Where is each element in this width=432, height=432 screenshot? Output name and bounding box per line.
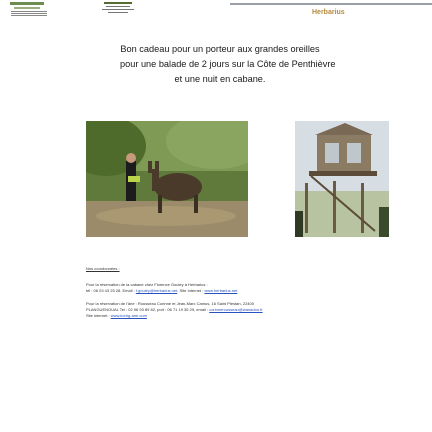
cabane-site-label: . Site Internet : [177, 288, 205, 293]
ane-line-3 [86, 313, 386, 319]
cabane-line-1: Pour la réservation de la cabane chez Florence Gouley à Herbarius : [86, 282, 208, 287]
intro-line-3: et une nuit en cabane. [174, 74, 266, 84]
ane-site-label: Site internet : [86, 313, 111, 318]
contacts-heading: Nos coordonnées : [86, 266, 120, 271]
ane-line-1: Pour la réservation de l'âne : Rousseau Corinne et Jean-Marc Camus, 16 Saint Plestan, 22400 [86, 301, 254, 306]
intro-text [120, 42, 336, 87]
contact-section [86, 266, 386, 326]
cabane-email-link[interactable]: f.gouley@herbarius.net [135, 288, 178, 293]
herbarius-brand: Herbarius [312, 9, 345, 16]
cabane-line-2 [86, 288, 386, 294]
ane-phone-text: PLANGUENOUAL Tel : 02 96 93 89 82, port : 06 71 19 35 29, email : [86, 307, 210, 312]
donkey-hike-photo [86, 121, 248, 237]
ane-email-link[interactable]: corinnerousseau@wanadoo.fr [209, 307, 263, 312]
intro-line-1: Bon cadeau pour un porteur aux grandes oreilles [120, 44, 320, 54]
ane-site-link[interactable]: www.korrig-ane.com [110, 313, 147, 318]
header-rule [230, 3, 432, 5]
tree-cabin-photo [295, 121, 389, 237]
intro-line-2: pour une balade de 2 jours sur la Côte de Penthièvre [120, 59, 336, 69]
partner-logo-center [100, 0, 136, 16]
partner-logo-left [8, 0, 48, 18]
cabane-reservation [86, 282, 386, 294]
ane-reservation [86, 301, 386, 319]
cabane-site-link[interactable]: www.herbarius.net [204, 288, 238, 293]
cabane-phone-text: tél : 06 03 43 25 28. Email : [86, 288, 136, 293]
